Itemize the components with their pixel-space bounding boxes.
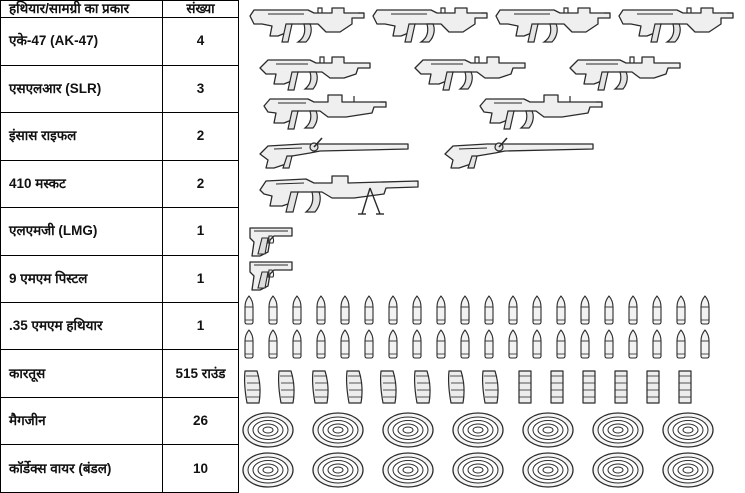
cell-type: एलएमजी (LMG) xyxy=(1,208,163,255)
table-row xyxy=(1,65,239,112)
cell-type: मैगजीन xyxy=(1,397,163,444)
group-magazines xyxy=(245,371,691,403)
group-pistol-9mm xyxy=(250,228,292,256)
table-row xyxy=(1,445,239,493)
group-muskets xyxy=(260,138,593,168)
weapons-illustration-panel xyxy=(238,0,745,493)
table-row xyxy=(1,255,239,302)
illustration-svg xyxy=(238,0,745,493)
cell-type: कॉर्डेक्स वायर (बंडल) xyxy=(1,445,163,493)
column-header-type: हथियार/सामग्री का प्रकार xyxy=(1,1,163,18)
cell-count: 2 xyxy=(163,113,239,160)
cell-count: 4 xyxy=(163,18,239,65)
group-cartridges-row-1 xyxy=(245,296,709,324)
cell-count: 3 xyxy=(163,65,239,112)
cell-type: एसएलआर (SLR) xyxy=(1,65,163,112)
table-row xyxy=(1,208,239,255)
cell-type: .35 एमएम हथियार xyxy=(1,303,163,350)
cell-count: 1 xyxy=(163,303,239,350)
cell-count: 1 xyxy=(163,208,239,255)
table-row xyxy=(1,18,239,65)
table-row xyxy=(1,303,239,350)
cell-count: 10 xyxy=(163,445,239,493)
cell-count: 1 xyxy=(163,255,239,302)
group-cartridges-row-2 xyxy=(245,330,709,358)
group-insas-rifles xyxy=(264,95,602,129)
table-row xyxy=(1,113,239,160)
weapons-table xyxy=(0,0,239,493)
cell-type: इंसास राइफल xyxy=(1,113,163,160)
table-row xyxy=(1,350,239,397)
table-row xyxy=(1,160,239,207)
group-pistol-35mm xyxy=(250,262,292,290)
group-ak47-rifles xyxy=(250,8,733,42)
cell-count: 26 xyxy=(163,397,239,444)
cell-type: 410 मस्कट xyxy=(1,160,163,207)
table-header-row xyxy=(1,1,239,18)
cell-count: 515 राउंड xyxy=(163,350,239,397)
group-lmg xyxy=(260,176,418,214)
cell-type: कारतूस xyxy=(1,350,163,397)
table-row xyxy=(1,397,239,444)
group-wire-bundles-row-2 xyxy=(243,453,713,487)
cell-type: 9 एमएम पिस्टल xyxy=(1,255,163,302)
column-header-count: संख्या xyxy=(163,1,239,18)
cell-count: 2 xyxy=(163,160,239,207)
weapons-table-panel xyxy=(0,0,238,493)
cell-type: एके-47 (AK-47) xyxy=(1,18,163,65)
group-slr-rifles xyxy=(260,57,680,90)
group-wire-bundles-row-1 xyxy=(243,413,713,447)
